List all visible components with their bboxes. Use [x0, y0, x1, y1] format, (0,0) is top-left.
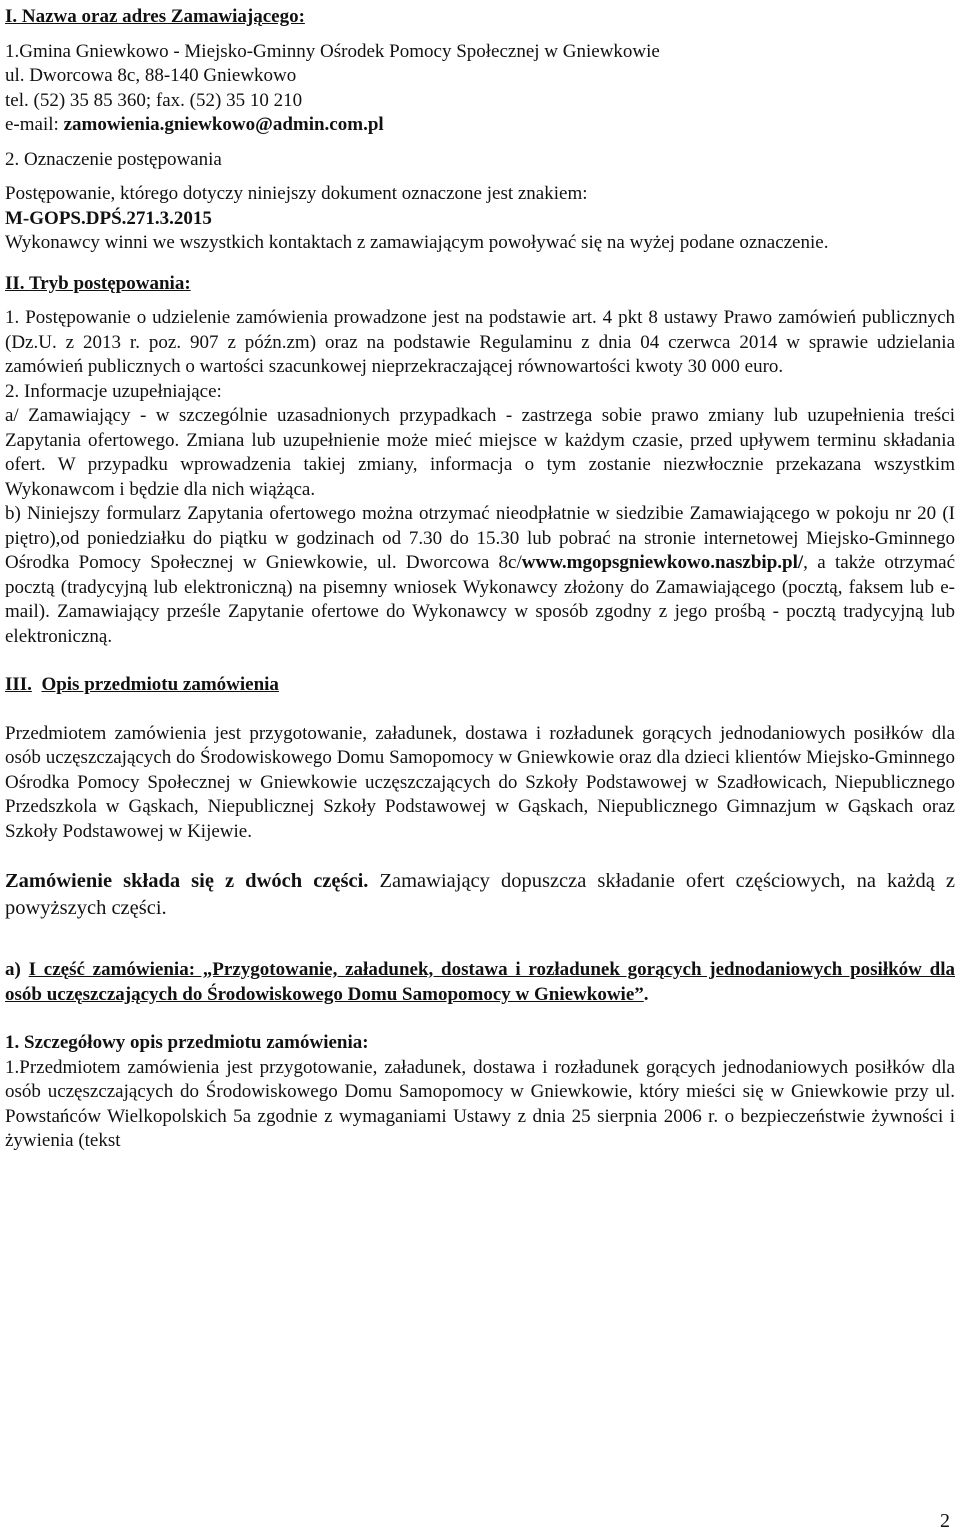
parts-note: Zamawiający dopuszcza składanie ofert częściowych, na każdą z powyższych części. — [5, 870, 955, 919]
section-2-heading: II. Tryb postępowania: — [5, 272, 191, 294]
item-2-heading: 2. Oznaczenie postępowania — [5, 148, 222, 170]
part-1-suffix: . — [643, 983, 649, 1005]
section-2-item-2-b — [5, 502, 955, 649]
item-2-note: Wykonawcy winni we wszystkich kontaktach z zamawiającym powoływać się na wyżej podane oznaczenie. — [5, 232, 829, 253]
page-number: 2 — [940, 1509, 950, 1532]
part-1-prefix: a) — [5, 959, 29, 980]
item-2-b-text-start: b) Niniejszy formularz Zapytania ofertowego można otrzymać nieodpłatnie w siedzibie Zamawiającego w pokoju nr 20 (I piętro),od poniedziałku do piątku w godzinach od 7.30 do 15.30 lub pobrać na stronie internetowej Miejsko-Gminnego Ośrodka Pomocy Społecznej w Gniewkowie, ul. Dworcowa 8c/ — [5, 503, 955, 573]
section-2-item-2-heading: 2. Informacje uzupełniające: — [5, 380, 222, 402]
item-2-text: Postępowanie, którego dotyczy niniejszy dokument oznaczone jest znakiem: — [5, 183, 588, 204]
section-3-paragraph-2 — [5, 868, 955, 922]
address-line-1: 1.Gmina Gniewkowo - Miejsko-Gminny Ośrodek Pomocy Społecznej w Gniewkowie — [5, 40, 660, 62]
document-page — [5, 5, 955, 1154]
section-3-title: Opis przedmiotu zamówienia — [41, 674, 279, 695]
section-3-number: III. — [5, 674, 32, 695]
item-2-b-text-end: , a także otrzymać pocztą (tradycyjną lub elektroniczną) na pisemny wniosek Wykonawcy złożony do Zamawiającego (pocztą, faksem lub e-mail). Zamawiający prześle Zapytanie ofertowe do Wykonawcy w sposób zgodny z jego prośbą - pocztą tradycyjną lub elektroniczną. — [5, 552, 956, 647]
email-line — [5, 113, 955, 138]
section-2-item-2-a: a/ Zamawiający - w szczególnie uzasadnionych przypadkach - zastrzega sobie prawo zmiany lub uzupełnienia treści Zapytania ofertowego. Zmiana lub uzupełnienie może mieć miejsce w każdym czasie, przed upływem terminu składania ofert. W przypadku wprowadzenia takiej zmiany, informacja o tym zostanie niezwłocznie przekazana wszystkim Wykonawcom i będzie dla nich wiążąca. — [5, 405, 955, 500]
section-1-heading: I. Nazwa oraz adres Zamawiającego: — [5, 6, 305, 27]
section-3-heading — [5, 673, 955, 698]
address-line-2: ul. Dworcowa 8c, 88-140 Gniewkowo — [5, 65, 297, 86]
part-1-heading — [5, 958, 955, 1007]
case-code: M-GOPS.DPŚ.271.3.2015 — [5, 207, 212, 229]
detailed-description-heading: 1. Szczegółowy opis przedmiotu zamówienia: — [5, 1032, 369, 1053]
email-label: e-mail: — [5, 114, 64, 135]
address-line-3: tel. (52) 35 85 360; fax. (52) 35 10 210 — [5, 89, 303, 111]
part-1-title: I część zamówienia: „Przygotowanie, załadunek, dostawa i rozładunek gorących jednodaniowych posiłków dla osób uczęszczających do Środowiskowego Domu Samopomocy w Gniewkowie” — [5, 959, 956, 1005]
section-3-paragraph-1: Przedmiotem zamówienia jest przygotowanie, załadunek, dostawa i rozładunek gorących jednodaniowych posiłków dla osób uczęszczających do Środowiskowego Domu Samopomocy w Gniewkowie oraz dla dzieci klientów Miejsko-Gminnego Ośrodka Pomocy Społecznej w Gniewkowie uczęszczających do Szkoły Podstawowej w Szadłowicach, Niepublicznego Przedszkola w Gąskach, Niepublicznej Szkoły Podstawowej w Gąskach, Niepublicznego Gimnazjum w Gąskach oraz Szkoły Podstawowej w Kijewie. — [5, 722, 955, 842]
parts-statement: Zamówienie składa się z dwóch części. — [5, 870, 369, 892]
detailed-description-paragraph: 1.Przedmiotem zamówienia jest przygotowanie, załadunek, dostawa i rozładunek gorących jednodaniowych posiłków dla osób uczęszczających do Środowiskowego Domu Samopomocy w Gniewkowie, który mieści się w Gniewkowie przy ul. Powstańców Wielkopolskich 5a zgodnie z wymaganiami Ustawy z dnia 25 sierpnia 2006 r. o bezpieczeństwie żywności i żywienia (tekst — [5, 1056, 955, 1151]
website-link[interactable]: www.mgopsgniewkowo.naszbip.pl/ — [521, 552, 804, 573]
section-2-paragraph-1: 1. Postępowanie o udzielenie zamówienia prowadzone jest na podstawie art. 4 pkt 8 ustawy Prawo zamówień publicznych (Dz.U. z 2013 r. poz. 907 z późn.zm) oraz na podstawie Regulaminu z dnia 04 czerwca 2014 w sprawie udzielania zamówień publicznych o wartości szacunkowej nieprzekraczającej równowartości kwoty 30 000 euro. — [5, 307, 955, 377]
email-address[interactable]: zamowienia.gniewkowo@admin.com.pl — [63, 114, 384, 135]
